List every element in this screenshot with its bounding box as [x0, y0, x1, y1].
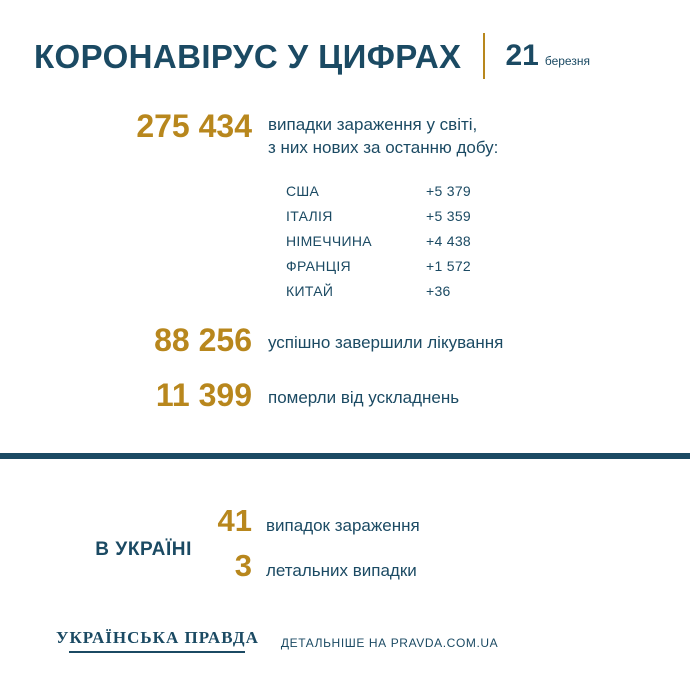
- page-title: КОРОНАВІРУС У ЦИФРАХ: [34, 37, 462, 75]
- country-value: +5 379: [426, 182, 472, 199]
- footer-note: ДЕТАЛЬНІШЕ НА PRAVDA.COM.UA: [280, 635, 499, 650]
- ukraine-stats: [0, 459, 690, 595]
- list-item: [286, 259, 690, 273]
- list-item: [286, 209, 690, 223]
- world-deaths-text: померли від ускладнень: [268, 388, 460, 408]
- list-item: [286, 234, 690, 248]
- header-divider: [483, 33, 485, 79]
- date-day: 21: [505, 39, 539, 72]
- country-name: КИТАЙ: [286, 282, 334, 299]
- header: [0, 0, 690, 86]
- country-name: НІМЕЧЧИНА: [286, 232, 372, 249]
- list-item: [286, 184, 690, 198]
- footer: [0, 595, 690, 653]
- world-stats: [0, 110, 690, 413]
- logo: [56, 629, 259, 653]
- ukraine-cases-number: 41: [217, 503, 252, 539]
- world-recovered-number: 88 256: [154, 321, 252, 358]
- world-deaths-row: [34, 379, 690, 413]
- world-cases-text-line1: випадки зараження у світі,: [268, 115, 478, 134]
- country-value: +5 359: [426, 207, 472, 224]
- world-recovered-text: успішно завершили лікування: [268, 332, 504, 352]
- ukraine-deaths-number: 3: [234, 548, 252, 584]
- world-cases-number: 275 434: [136, 108, 252, 144]
- country-name: ФРАНЦІЯ: [286, 257, 351, 274]
- world-cases-text: [252, 110, 498, 160]
- country-name: США: [286, 182, 320, 199]
- logo-underline: [69, 651, 245, 653]
- country-value: +36: [426, 282, 451, 299]
- header-date: [505, 41, 590, 71]
- ukraine-deaths-row: [210, 548, 690, 584]
- world-deaths-number: 11 399: [155, 377, 252, 414]
- country-value: +4 438: [426, 232, 472, 249]
- world-cases-row: [34, 110, 690, 160]
- world-recovered-row: [34, 321, 690, 358]
- date-month: березня: [544, 54, 590, 68]
- country-value: +1 572: [426, 257, 472, 274]
- ukraine-deaths-text: летальних випадки: [266, 561, 417, 581]
- world-cases-text-line2: з них нових за останню добу:: [268, 137, 499, 157]
- country-name: ІТАЛІЯ: [286, 207, 333, 224]
- ukraine-rows: [210, 505, 690, 595]
- country-list: [34, 184, 690, 298]
- ukraine-label: В УКРАЇНІ: [95, 539, 192, 561]
- ukraine-cases-row: [210, 503, 690, 539]
- ukraine-cases-text: випадок зараження: [266, 516, 420, 536]
- list-item: [286, 284, 690, 298]
- logo-text: УКРАЇНСЬКА ПРАВДА: [56, 628, 259, 648]
